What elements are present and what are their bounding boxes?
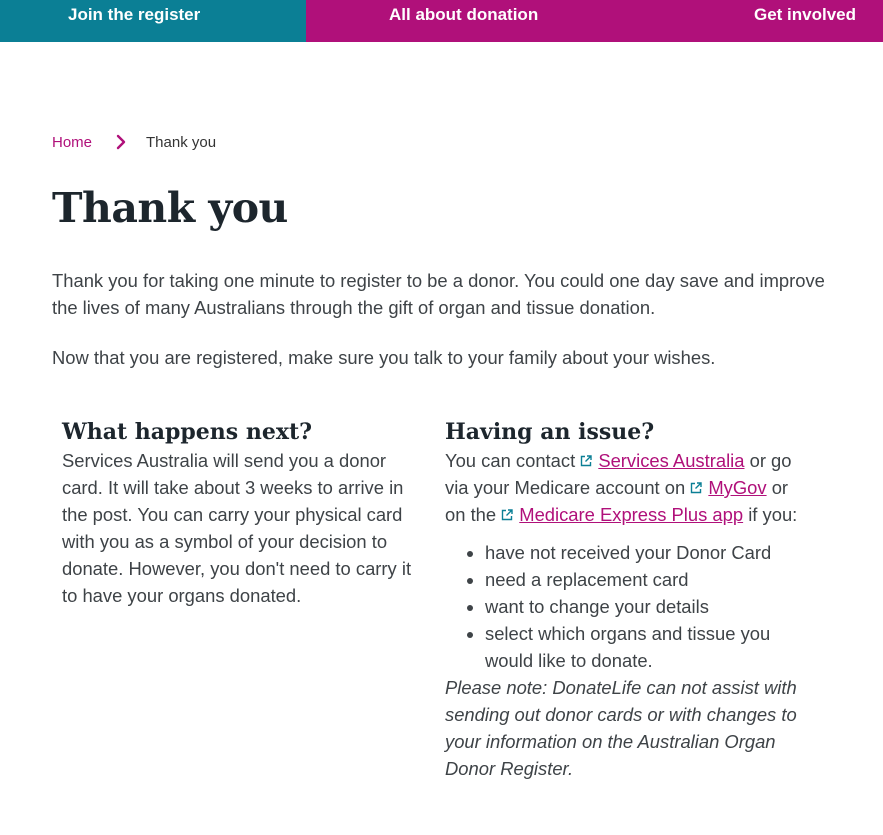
issue-text-if: if you:	[743, 504, 798, 525]
what-happens-next-body: Services Australia will send you a donor card. It will take about 3 weeks to arrive in the post. You can carry your physical card with you as a symbol of your decision to donate. However, you don't need to carry it to have your organs donated.	[62, 450, 412, 606]
external-link-icon	[501, 509, 513, 521]
nav-join-label: Join the register	[68, 5, 201, 24]
external-link-icon	[690, 482, 702, 494]
nav-right-band	[306, 0, 883, 42]
chevron-right-icon	[112, 133, 130, 151]
list-item: • have not received your Donor Card	[485, 539, 805, 566]
list-item: • select which organs and tissue you would like to donate.	[485, 620, 805, 674]
external-link-icon	[580, 455, 592, 467]
what-happens-next-section	[62, 417, 417, 609]
having-an-issue-heading: Having an issue?	[445, 419, 655, 445]
issue-list	[445, 539, 805, 674]
list-item: • want to change your details	[485, 593, 805, 620]
note-label: Please note:	[445, 677, 548, 698]
nav-join-register[interactable]	[0, 0, 306, 42]
issue-text-or-on: or on the	[445, 477, 789, 525]
breadcrumb-home-link[interactable]: Home	[52, 133, 93, 151]
issue-text-before: You can contact	[445, 450, 581, 471]
having-an-issue-body	[445, 447, 805, 528]
page-title: Thank you	[52, 184, 288, 232]
nav-all-about-donation[interactable]	[389, 5, 538, 25]
breadcrumb-current: Thank you	[146, 133, 217, 151]
mygov-link[interactable]: MyGov	[708, 477, 767, 498]
nav-about-label: All about donation	[389, 5, 539, 24]
issue-text-or: or go via your Medicare account on	[445, 450, 792, 498]
note-text: DonateLife can not assist with sending out donor cards or with changes to your information on the Australian Organ Donor Register.	[445, 677, 797, 779]
please-note	[445, 674, 805, 782]
intro-paragraph-2: Now that you are registered, make sure you talk to your family about your wishes.	[52, 347, 716, 368]
top-navigation	[0, 0, 883, 42]
nav-involved-label: Get involved	[753, 5, 856, 24]
intro-paragraph-1: Thank you for taking one minute to register to be a donor. You could one day save and improve the lives of many Australians through the gift of organ and tissue donation.	[52, 270, 825, 318]
medicare-express-plus-link[interactable]: Medicare Express Plus app	[519, 504, 744, 525]
having-an-issue-section	[445, 417, 805, 782]
what-happens-next-heading: What happens next?	[62, 419, 312, 445]
nav-get-involved[interactable]	[754, 5, 856, 25]
intro-section	[52, 267, 842, 371]
services-australia-link[interactable]: Services Australia	[598, 450, 745, 471]
list-item: • need a replacement card	[485, 566, 805, 593]
breadcrumb	[52, 133, 216, 151]
